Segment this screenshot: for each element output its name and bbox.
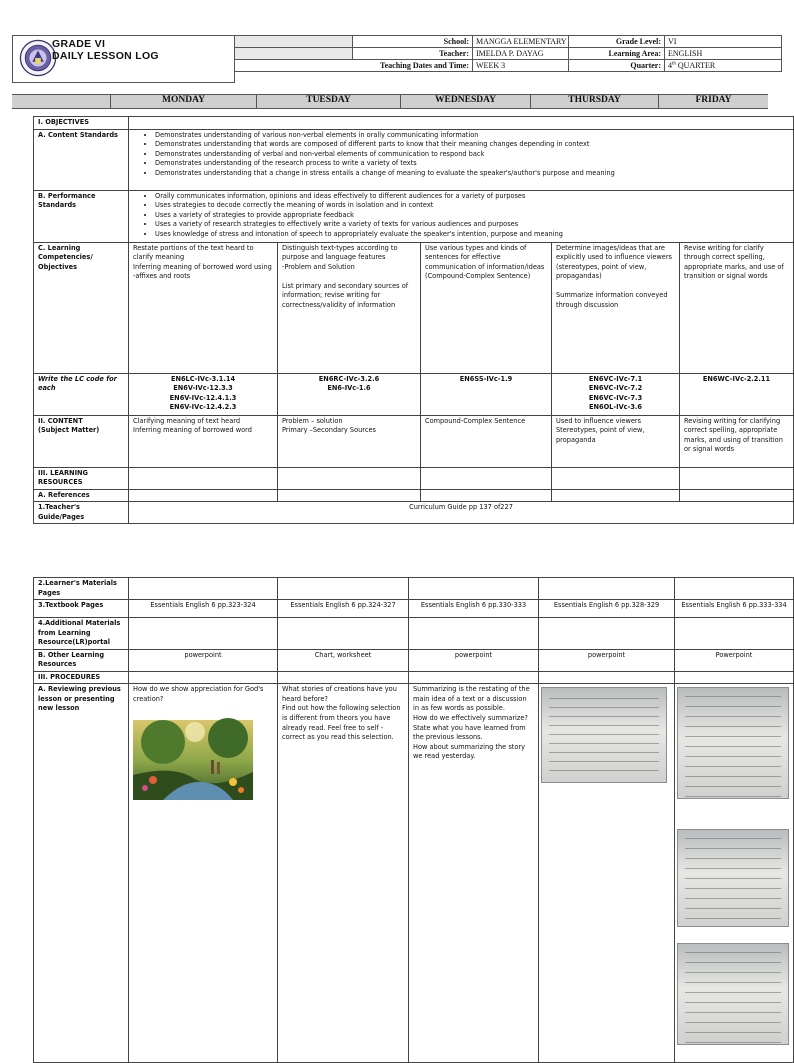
cell-text: EN6LC-IVc-3.1.14 — [170, 374, 236, 383]
table-cell — [675, 618, 794, 650]
quarter-text: QUARTER — [675, 61, 716, 70]
table-cell — [409, 600, 539, 618]
cell-text: II. CONTENT — [38, 416, 83, 425]
cell-text: powerpoint — [454, 650, 493, 659]
table-cell — [552, 415, 680, 467]
cell-text: Restate portions of the text heard to clarify meaning — [133, 243, 254, 262]
cell-text: Summarize information conveyed through discussion — [556, 291, 668, 309]
table-row — [34, 578, 794, 600]
cell-text: EN6VC-IVc-7.3 — [588, 393, 643, 402]
row-label — [34, 117, 129, 130]
table-cell — [278, 467, 421, 489]
cell-text: Essentials English 6 pp.333-334 — [681, 601, 787, 610]
table-cell — [278, 618, 409, 650]
book-page-photo — [677, 829, 789, 927]
list-item: • Uses a variety of strategies to provide appropriate feedback — [155, 211, 789, 221]
table-cell — [129, 618, 278, 650]
teacher-value: IMELDA P. DAYAG — [473, 48, 569, 60]
list-item: • Demonstrates understanding of the research process to write a variety of texts — [155, 159, 789, 169]
cell-text: EN6-IVc-1.6 — [327, 384, 371, 393]
table-cell — [129, 467, 278, 489]
table-row — [34, 129, 794, 190]
row-label — [34, 684, 129, 1063]
table-cell — [278, 578, 409, 600]
table-cell — [409, 649, 539, 671]
cell-text: III. PROCEDURES — [38, 672, 101, 681]
table-cell — [539, 671, 675, 684]
cell-text: Compound-Complex Sentence — [425, 416, 526, 425]
quarter-suffix: th — [672, 61, 676, 67]
table-cell — [278, 373, 421, 415]
lesson-log-header — [12, 35, 768, 83]
cell-text: Find out how the following selection is different from theors you have already read. Feel free to self -correct as you read this selection. — [282, 704, 401, 742]
cell-text: EN6V-IVc-12.4.2.3 — [169, 403, 237, 412]
log-title: DAILY LESSON LOG — [52, 50, 159, 62]
cell-text: Write the LC code for each — [38, 374, 117, 393]
cell-text: Determine images/ideas that are explicitly used to influence viewers (stereotypes, point of view, propagandas) — [556, 243, 672, 281]
info-spacer — [235, 36, 353, 48]
cell-text: Curriculum Guide pp 137 of227 — [409, 503, 513, 512]
cell-text: III. LEARNING RESOURCES — [38, 468, 88, 487]
cell-text: -Problem and Solution — [282, 262, 355, 271]
table-row — [34, 489, 794, 502]
table-cell — [421, 242, 552, 373]
cell-text: Powerpoint — [715, 650, 753, 659]
table-row — [34, 600, 794, 618]
table-cell — [129, 578, 278, 600]
row-label — [34, 502, 129, 524]
day-tuesday: TUESDAY — [256, 95, 400, 108]
day-thursday: THURSDAY — [530, 95, 658, 108]
row-label — [34, 618, 129, 650]
table-cell — [421, 467, 552, 489]
table-cell — [129, 415, 278, 467]
cell-text: 3.Textbook Pages — [38, 601, 104, 610]
table-cell — [675, 578, 794, 600]
row-label — [34, 489, 129, 502]
cell-text — [282, 272, 416, 282]
table-cell — [409, 671, 539, 684]
cell-text: (Compound-Complex Sentence) — [425, 272, 531, 281]
table-cell — [539, 684, 675, 1063]
cell-text: Chart, worksheet — [314, 650, 372, 659]
table-row — [34, 373, 794, 415]
table-cell — [680, 242, 794, 373]
table-cell — [278, 649, 409, 671]
table-row — [34, 467, 794, 489]
cell-text: A. Reviewing previous lesson or presenting new lesson — [38, 685, 121, 713]
learning-area-value: ENGLISH — [665, 48, 782, 60]
table-cell — [278, 489, 421, 502]
table-row — [34, 671, 794, 684]
table-cell — [129, 373, 278, 415]
table-row — [34, 415, 794, 467]
row-label — [34, 242, 129, 373]
cell-text: 1.Teacher's Guide/Pages — [38, 503, 85, 521]
table-cell — [680, 373, 794, 415]
table-cell — [539, 578, 675, 600]
propaganda-chart-photo — [541, 687, 667, 783]
row-label — [34, 600, 129, 618]
dates-value: WEEK 3 — [473, 60, 569, 72]
school-label: School: — [353, 36, 473, 48]
garden-of-eden-image — [133, 720, 253, 800]
standards-list — [133, 192, 789, 240]
cell-text: Stereotypes, point of view, propaganda — [556, 426, 645, 444]
cell-text: EN6V-IVc-12.4.1.3 — [169, 393, 237, 402]
table-cell — [675, 671, 794, 684]
table-cell — [552, 242, 680, 373]
table-cell — [278, 600, 409, 618]
table-cell — [409, 618, 539, 650]
cell-text: How do we effectively summarize? State what you have learned from the previous lessons. — [413, 714, 528, 742]
book-page-photo — [677, 943, 789, 1045]
table-cell — [552, 489, 680, 502]
row-label — [34, 373, 129, 415]
cell-text: Clarifying meaning of text heard — [133, 416, 241, 425]
cell-text: List primary and secondary sources of information; revise writing for correctness/validity of information — [282, 281, 409, 309]
day-monday: MONDAY — [110, 95, 256, 108]
lesson-info-table — [234, 35, 782, 72]
table-cell — [278, 415, 421, 467]
cell-text: EN6VC-IVc-7.1 — [588, 374, 643, 383]
cell-text: EN6VC-IVc-7.2 — [588, 384, 643, 393]
cell-text: EN6OL-IVc-3.6 — [588, 403, 643, 412]
table-cell — [409, 684, 539, 1063]
cell-text: (Subject Matter) — [38, 426, 100, 435]
table-cell — [129, 489, 278, 502]
list-item: • Demonstrates understanding of various non-verbal elements in orally communicating information — [155, 131, 789, 141]
cell-text: What stories of creations have you heard before? — [282, 685, 397, 703]
table-cell — [552, 373, 680, 415]
cell-text: Use various types and kinds of sentences for effective communication of information/ideas — [425, 243, 545, 271]
cell-text: How do we show appreciation for God's creation? — [133, 685, 264, 703]
header-logo-box — [12, 35, 235, 83]
table-cell — [421, 415, 552, 467]
table-cell — [129, 117, 794, 130]
cell-text: Essentials English 6 pp.323-324 — [150, 601, 256, 610]
table-row — [34, 190, 794, 242]
cell-text: B. Other Learning Resources — [38, 650, 105, 669]
list-item: • Uses a variety of research strategies to effectively write a variety of texts for various audiences and purposes — [155, 220, 789, 230]
cell-text: Primary –Secondary Sources — [282, 426, 376, 435]
list-item: • Uses strategies to decode correctly the meaning of words in isolation and in context — [155, 201, 789, 211]
cell-text: Inferring meaning of borrowed word — [133, 426, 252, 435]
cell-text: EN6RC-IVc-3.2.6 — [318, 374, 380, 383]
dates-label: Teaching Dates and Time: — [235, 60, 473, 72]
cell-text: Problem – solution — [282, 416, 343, 425]
learning-area-label: Learning Area: — [569, 48, 665, 60]
row-label — [34, 671, 129, 684]
objectives-table-body — [34, 117, 794, 524]
list-item: • Orally communicates information, opinions and ideas effectively to different audiences for a variety of purposes — [155, 192, 789, 202]
row-label — [34, 129, 129, 190]
list-item: • Uses knowledge of stress and intonation of speech to appropriately evaluate the speaker's intention, purpose and meaning — [155, 230, 789, 240]
table-cell — [539, 618, 675, 650]
cell-text: powerpoint — [184, 650, 222, 659]
cell-text: Summarizing is the restating of the main idea of a text or a discussion in as few words as possible. — [413, 685, 530, 713]
standards-list — [133, 131, 789, 179]
table-cell — [675, 600, 794, 618]
cell-text: -affixes and roots — [133, 272, 191, 281]
table-row — [34, 117, 794, 130]
cell-text: Objectives — [38, 262, 78, 271]
cell-text: C. Learning Competencies/ — [38, 243, 93, 262]
cell-text: A. References — [38, 490, 90, 499]
table-row — [34, 242, 794, 373]
grade-level-label: Grade Level: — [569, 36, 665, 48]
info-spacer — [235, 48, 353, 60]
row-label — [34, 649, 129, 671]
table-cell — [675, 649, 794, 671]
quarter-value — [665, 60, 782, 72]
table-cell — [129, 684, 278, 1063]
objectives-section — [33, 116, 784, 521]
cell-text: Essentials English 6 pp.328-329 — [553, 601, 660, 610]
cell-text: Distinguish text-types according to purpose and language features — [282, 243, 398, 262]
table-cell — [129, 600, 278, 618]
table-cell — [409, 578, 539, 600]
procedures-table — [33, 577, 794, 1063]
book-page-photo — [677, 687, 789, 799]
table-cell — [552, 467, 680, 489]
list-item: • Demonstrates understanding that a change in stress entails a change of meaning to evaluate the speaker's/author's purpose and meaning — [155, 169, 789, 179]
cell-text: I. OBJECTIVES — [38, 118, 89, 126]
table-cell — [539, 600, 675, 618]
textbook-page-photos — [677, 687, 789, 1045]
table-cell — [129, 649, 278, 671]
table-row — [34, 618, 794, 650]
cell-text: Used to influence viewers — [556, 416, 642, 425]
cell-text: Revising writing for clarifying correct spelling, appropriate marks, and using of transition or signal words — [684, 416, 783, 454]
quarter-label: Quarter: — [569, 60, 665, 72]
table-cell — [421, 489, 552, 502]
table-cell — [675, 684, 794, 1063]
table-cell — [278, 684, 409, 1063]
cell-text — [556, 282, 675, 292]
list-item: • Demonstrates understanding of verbal and non-verbal elements of communication to respond back — [155, 150, 789, 160]
procedures-table-body — [34, 578, 794, 1063]
cell-text: How about summarizing the story we read yesterday. — [413, 742, 525, 761]
grade-title: GRADE VI — [52, 38, 106, 50]
grade-level-value: VI — [665, 36, 782, 48]
table-cell — [539, 649, 675, 671]
resources-procedures-section — [33, 577, 787, 1024]
teacher-label: Teacher: — [353, 48, 473, 60]
table-row — [34, 684, 794, 1063]
table-cell — [129, 502, 794, 524]
cell-text: A. Content Standards — [38, 130, 118, 139]
objectives-table — [33, 116, 794, 524]
table-cell — [129, 190, 794, 242]
school-value: MANGGA ELEMENTARY — [473, 36, 569, 48]
day-wednesday: WEDNESDAY — [400, 95, 530, 108]
row-label — [34, 415, 129, 467]
cell-text: B. Performance Standards — [38, 191, 96, 210]
quarter-number: 4 — [668, 61, 672, 70]
table-cell — [278, 242, 421, 373]
table-cell — [680, 467, 794, 489]
row-label — [34, 190, 129, 242]
cell-text: Essentials English 6 pp.330-333 — [420, 601, 527, 610]
weekday-header-bar — [12, 94, 768, 109]
cell-text: Essentials English 6 pp.324-327 — [290, 601, 396, 610]
table-cell — [680, 489, 794, 502]
cell-text: EN6WC-IVc-2.2.11 — [702, 374, 771, 383]
list-item: • Demonstrates understanding that words are composed of different parts to know that their meaning changes depending in context — [155, 140, 789, 150]
table-cell — [278, 671, 409, 684]
table-cell — [129, 129, 794, 190]
table-row — [34, 649, 794, 671]
cell-text: EN6SS-IVc-1.9 — [459, 374, 513, 383]
row-label — [34, 467, 129, 489]
cell-text: 2.Learner's Materials Pages — [38, 579, 117, 597]
cell-text: powerpoint — [587, 650, 626, 659]
cell-text: 4.Additional Materials from Learning Resource(LR)portal — [38, 619, 121, 647]
cell-text: Revise writing for clarify through correct spelling, appropriate marks, and use of transition or signal words — [684, 243, 784, 281]
table-cell — [421, 373, 552, 415]
row-label — [34, 578, 129, 600]
table-row — [34, 502, 794, 524]
cell-text: EN6V-IVc-12.3.3 — [173, 384, 233, 393]
cell-text: Inferring meaning of borrowed word using — [133, 262, 272, 271]
table-cell — [680, 415, 794, 467]
table-cell — [129, 242, 278, 373]
table-cell — [129, 671, 278, 684]
day-friday: FRIDAY — [658, 95, 768, 108]
